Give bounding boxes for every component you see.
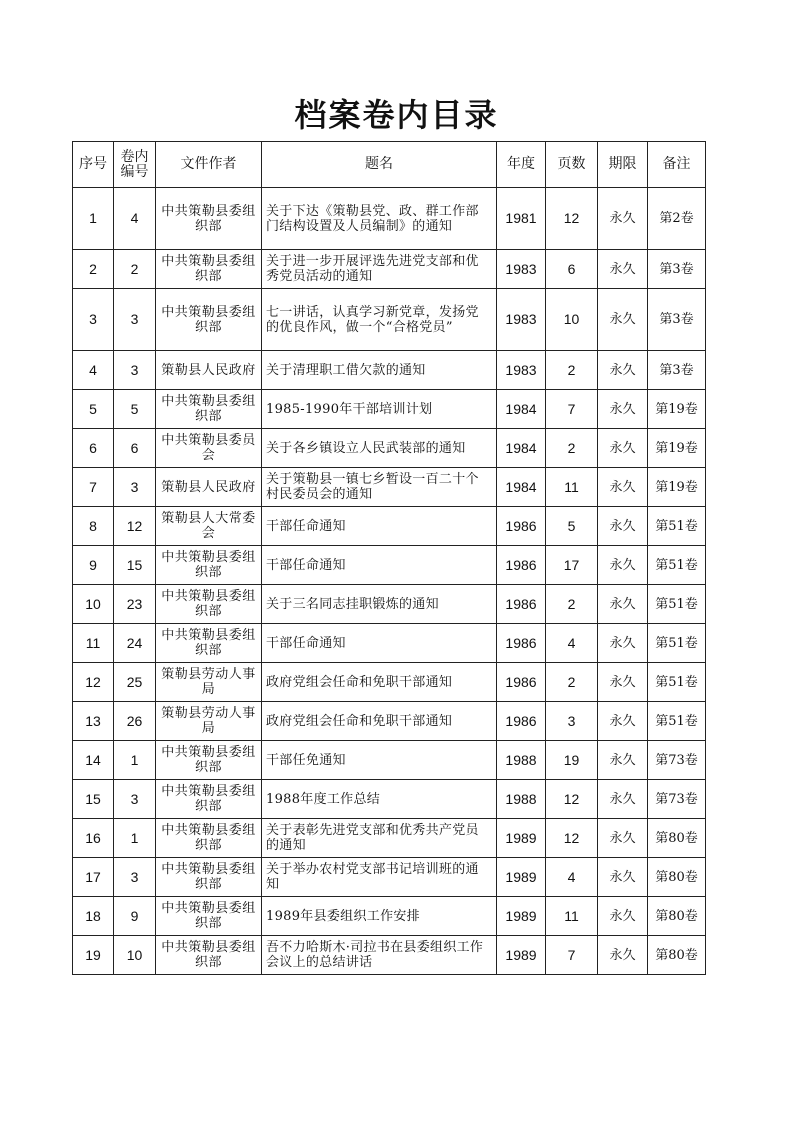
cell-seq: 16 bbox=[73, 819, 114, 858]
cell-pages: 2 bbox=[546, 429, 598, 468]
cell-vol-num: 15 bbox=[114, 546, 156, 585]
cell-topic: 政府党组会任命和免职干部通知 bbox=[262, 702, 497, 741]
cell-pages: 12 bbox=[546, 780, 598, 819]
cell-topic: 关于下达《策勒县党、政、群工作部门结构设置及人员编制》的通知 bbox=[262, 188, 497, 250]
table-row bbox=[73, 702, 706, 741]
cell-topic: 干部任命通知 bbox=[262, 507, 497, 546]
cell-author: 策勒县人民政府 bbox=[156, 351, 262, 390]
cell-vol-num: 26 bbox=[114, 702, 156, 741]
cell-pages: 7 bbox=[546, 936, 598, 975]
cell-author: 中共策勒县委组织部 bbox=[156, 624, 262, 663]
cell-seq: 12 bbox=[73, 663, 114, 702]
table-row bbox=[73, 546, 706, 585]
cell-seq: 15 bbox=[73, 780, 114, 819]
cell-vol-num: 10 bbox=[114, 936, 156, 975]
cell-note: 第19卷 bbox=[648, 468, 706, 507]
cell-pages: 7 bbox=[546, 390, 598, 429]
cell-vol-num: 3 bbox=[114, 780, 156, 819]
cell-note: 第80卷 bbox=[648, 858, 706, 897]
cell-pages: 12 bbox=[546, 819, 598, 858]
cell-seq: 18 bbox=[73, 897, 114, 936]
cell-year: 1983 bbox=[497, 351, 546, 390]
cell-seq: 11 bbox=[73, 624, 114, 663]
cell-pages: 10 bbox=[546, 289, 598, 351]
cell-author: 中共策勒县委组织部 bbox=[156, 741, 262, 780]
cell-vol-num: 5 bbox=[114, 390, 156, 429]
table-row bbox=[73, 741, 706, 780]
cell-year: 1983 bbox=[497, 250, 546, 289]
table-row bbox=[73, 897, 706, 936]
cell-note: 第51卷 bbox=[648, 702, 706, 741]
cell-author: 中共策勒县委组织部 bbox=[156, 858, 262, 897]
table-row bbox=[73, 585, 706, 624]
cell-topic: 干部任免通知 bbox=[262, 741, 497, 780]
cell-seq: 14 bbox=[73, 741, 114, 780]
cell-pages: 19 bbox=[546, 741, 598, 780]
cell-topic: 关于举办农村党支部书记培训班的通知 bbox=[262, 858, 497, 897]
cell-term: 永久 bbox=[598, 858, 648, 897]
header-row bbox=[73, 142, 706, 188]
cell-author: 中共策勒县委组织部 bbox=[156, 188, 262, 250]
cell-topic: 吾不力哈斯木·司拉书在县委组织工作会议上的总结讲话 bbox=[262, 936, 497, 975]
header-topic: 题名 bbox=[262, 142, 497, 188]
cell-seq: 3 bbox=[73, 289, 114, 351]
cell-note: 第3卷 bbox=[648, 250, 706, 289]
cell-seq: 6 bbox=[73, 429, 114, 468]
cell-pages: 11 bbox=[546, 468, 598, 507]
cell-year: 1984 bbox=[497, 390, 546, 429]
cell-term: 永久 bbox=[598, 468, 648, 507]
cell-year: 1984 bbox=[497, 429, 546, 468]
cell-note: 第3卷 bbox=[648, 351, 706, 390]
cell-pages: 4 bbox=[546, 624, 598, 663]
cell-seq: 9 bbox=[73, 546, 114, 585]
cell-topic: 干部任命通知 bbox=[262, 546, 497, 585]
cell-vol-num: 6 bbox=[114, 429, 156, 468]
cell-note: 第51卷 bbox=[648, 585, 706, 624]
table-row bbox=[73, 819, 706, 858]
table-row bbox=[73, 507, 706, 546]
cell-term: 永久 bbox=[598, 585, 648, 624]
cell-seq: 5 bbox=[73, 390, 114, 429]
cell-vol-num: 3 bbox=[114, 289, 156, 351]
cell-author: 中共策勒县委组织部 bbox=[156, 936, 262, 975]
table-row bbox=[73, 351, 706, 390]
header-vol-num: 卷内编号 bbox=[114, 142, 156, 188]
cell-note: 第19卷 bbox=[648, 390, 706, 429]
cell-year: 1989 bbox=[497, 936, 546, 975]
table-row bbox=[73, 188, 706, 250]
cell-vol-num: 1 bbox=[114, 819, 156, 858]
cell-vol-num: 9 bbox=[114, 897, 156, 936]
table-body bbox=[73, 188, 706, 975]
cell-topic: 关于策勒县一镇七乡暂设一百二十个村民委员会的通知 bbox=[262, 468, 497, 507]
cell-pages: 5 bbox=[546, 507, 598, 546]
cell-term: 永久 bbox=[598, 507, 648, 546]
cell-note: 第51卷 bbox=[648, 546, 706, 585]
catalog-table bbox=[72, 141, 706, 975]
cell-author: 中共策勒县委组织部 bbox=[156, 897, 262, 936]
header-author: 文件作者 bbox=[156, 142, 262, 188]
cell-year: 1981 bbox=[497, 188, 546, 250]
cell-note: 第51卷 bbox=[648, 663, 706, 702]
cell-vol-num: 25 bbox=[114, 663, 156, 702]
cell-year: 1983 bbox=[497, 289, 546, 351]
cell-topic: 干部任命通知 bbox=[262, 624, 497, 663]
header-pages: 页数 bbox=[546, 142, 598, 188]
cell-author: 中共策勒县委组织部 bbox=[156, 250, 262, 289]
cell-note: 第19卷 bbox=[648, 429, 706, 468]
cell-year: 1989 bbox=[497, 897, 546, 936]
cell-author: 策勒县劳动人事局 bbox=[156, 702, 262, 741]
cell-seq: 4 bbox=[73, 351, 114, 390]
header-year: 年度 bbox=[497, 142, 546, 188]
cell-vol-num: 24 bbox=[114, 624, 156, 663]
cell-seq: 1 bbox=[73, 188, 114, 250]
cell-year: 1988 bbox=[497, 780, 546, 819]
cell-topic: 关于表彰先进党支部和优秀共产党员的通知 bbox=[262, 819, 497, 858]
cell-vol-num: 4 bbox=[114, 188, 156, 250]
cell-term: 永久 bbox=[598, 624, 648, 663]
cell-term: 永久 bbox=[598, 741, 648, 780]
table-row bbox=[73, 429, 706, 468]
cell-author: 中共策勒县委组织部 bbox=[156, 585, 262, 624]
cell-topic: 1989年县委组织工作安排 bbox=[262, 897, 497, 936]
cell-author: 策勒县劳动人事局 bbox=[156, 663, 262, 702]
cell-pages: 2 bbox=[546, 351, 598, 390]
cell-year: 1986 bbox=[497, 546, 546, 585]
cell-seq: 19 bbox=[73, 936, 114, 975]
cell-note: 第80卷 bbox=[648, 936, 706, 975]
cell-note: 第73卷 bbox=[648, 741, 706, 780]
cell-note: 第3卷 bbox=[648, 289, 706, 351]
cell-seq: 17 bbox=[73, 858, 114, 897]
cell-author: 中共策勒县委员会 bbox=[156, 429, 262, 468]
cell-year: 1988 bbox=[497, 741, 546, 780]
header-note: 备注 bbox=[648, 142, 706, 188]
cell-topic: 1985-1990年干部培训计划 bbox=[262, 390, 497, 429]
cell-seq: 13 bbox=[73, 702, 114, 741]
cell-topic: 关于清理职工借欠款的通知 bbox=[262, 351, 497, 390]
cell-author: 中共策勒县委组织部 bbox=[156, 390, 262, 429]
cell-term: 永久 bbox=[598, 819, 648, 858]
cell-year: 1989 bbox=[497, 858, 546, 897]
table-row bbox=[73, 858, 706, 897]
cell-term: 永久 bbox=[598, 250, 648, 289]
cell-term: 永久 bbox=[598, 780, 648, 819]
cell-term: 永久 bbox=[598, 351, 648, 390]
cell-note: 第80卷 bbox=[648, 897, 706, 936]
cell-pages: 3 bbox=[546, 702, 598, 741]
page-title: 档案卷内目录 bbox=[294, 96, 499, 134]
cell-topic: 政府党组会任命和免职干部通知 bbox=[262, 663, 497, 702]
cell-seq: 2 bbox=[73, 250, 114, 289]
cell-note: 第80卷 bbox=[648, 819, 706, 858]
cell-vol-num: 1 bbox=[114, 741, 156, 780]
cell-year: 1989 bbox=[497, 819, 546, 858]
cell-pages: 17 bbox=[546, 546, 598, 585]
cell-term: 永久 bbox=[598, 429, 648, 468]
cell-vol-num: 12 bbox=[114, 507, 156, 546]
table-row bbox=[73, 468, 706, 507]
cell-pages: 2 bbox=[546, 663, 598, 702]
cell-term: 永久 bbox=[598, 546, 648, 585]
cell-vol-num: 3 bbox=[114, 468, 156, 507]
table-row bbox=[73, 624, 706, 663]
cell-term: 永久 bbox=[598, 936, 648, 975]
cell-pages: 11 bbox=[546, 897, 598, 936]
cell-note: 第51卷 bbox=[648, 507, 706, 546]
cell-pages: 2 bbox=[546, 585, 598, 624]
cell-topic: 关于三名同志挂职锻炼的通知 bbox=[262, 585, 497, 624]
header-seq: 序号 bbox=[73, 142, 114, 188]
cell-seq: 8 bbox=[73, 507, 114, 546]
cell-note: 第51卷 bbox=[648, 624, 706, 663]
cell-year: 1984 bbox=[497, 468, 546, 507]
cell-term: 永久 bbox=[598, 702, 648, 741]
cell-vol-num: 2 bbox=[114, 250, 156, 289]
cell-vol-num: 3 bbox=[114, 858, 156, 897]
cell-author: 中共策勒县委组织部 bbox=[156, 819, 262, 858]
cell-author: 中共策勒县委组织部 bbox=[156, 546, 262, 585]
cell-term: 永久 bbox=[598, 663, 648, 702]
cell-pages: 6 bbox=[546, 250, 598, 289]
cell-seq: 10 bbox=[73, 585, 114, 624]
table-row bbox=[73, 289, 706, 351]
cell-term: 永久 bbox=[598, 188, 648, 250]
cell-vol-num: 3 bbox=[114, 351, 156, 390]
cell-year: 1986 bbox=[497, 663, 546, 702]
cell-note: 第2卷 bbox=[648, 188, 706, 250]
table-row bbox=[73, 663, 706, 702]
cell-year: 1986 bbox=[497, 585, 546, 624]
cell-term: 永久 bbox=[598, 897, 648, 936]
cell-author: 中共策勒县委组织部 bbox=[156, 289, 262, 351]
cell-author: 策勒县人民政府 bbox=[156, 468, 262, 507]
table-row bbox=[73, 390, 706, 429]
cell-topic: 关于各乡镇设立人民武装部的通知 bbox=[262, 429, 497, 468]
cell-seq: 7 bbox=[73, 468, 114, 507]
cell-pages: 12 bbox=[546, 188, 598, 250]
cell-author: 策勒县人大常委会 bbox=[156, 507, 262, 546]
cell-year: 1986 bbox=[497, 624, 546, 663]
cell-term: 永久 bbox=[598, 390, 648, 429]
cell-note: 第73卷 bbox=[648, 780, 706, 819]
table-row bbox=[73, 780, 706, 819]
cell-year: 1986 bbox=[497, 507, 546, 546]
cell-topic: 七一讲话，认真学习新党章，发扬党的优良作风，做一个“合格党员” bbox=[262, 289, 497, 351]
header-term: 期限 bbox=[598, 142, 648, 188]
cell-pages: 4 bbox=[546, 858, 598, 897]
cell-year: 1986 bbox=[497, 702, 546, 741]
cell-author: 中共策勒县委组织部 bbox=[156, 780, 262, 819]
table-row bbox=[73, 250, 706, 289]
cell-term: 永久 bbox=[598, 289, 648, 351]
cell-topic: 1988年度工作总结 bbox=[262, 780, 497, 819]
cell-topic: 关于进一步开展评选先进党支部和优秀党员活动的通知 bbox=[262, 250, 497, 289]
cell-vol-num: 23 bbox=[114, 585, 156, 624]
table-row bbox=[73, 936, 706, 975]
